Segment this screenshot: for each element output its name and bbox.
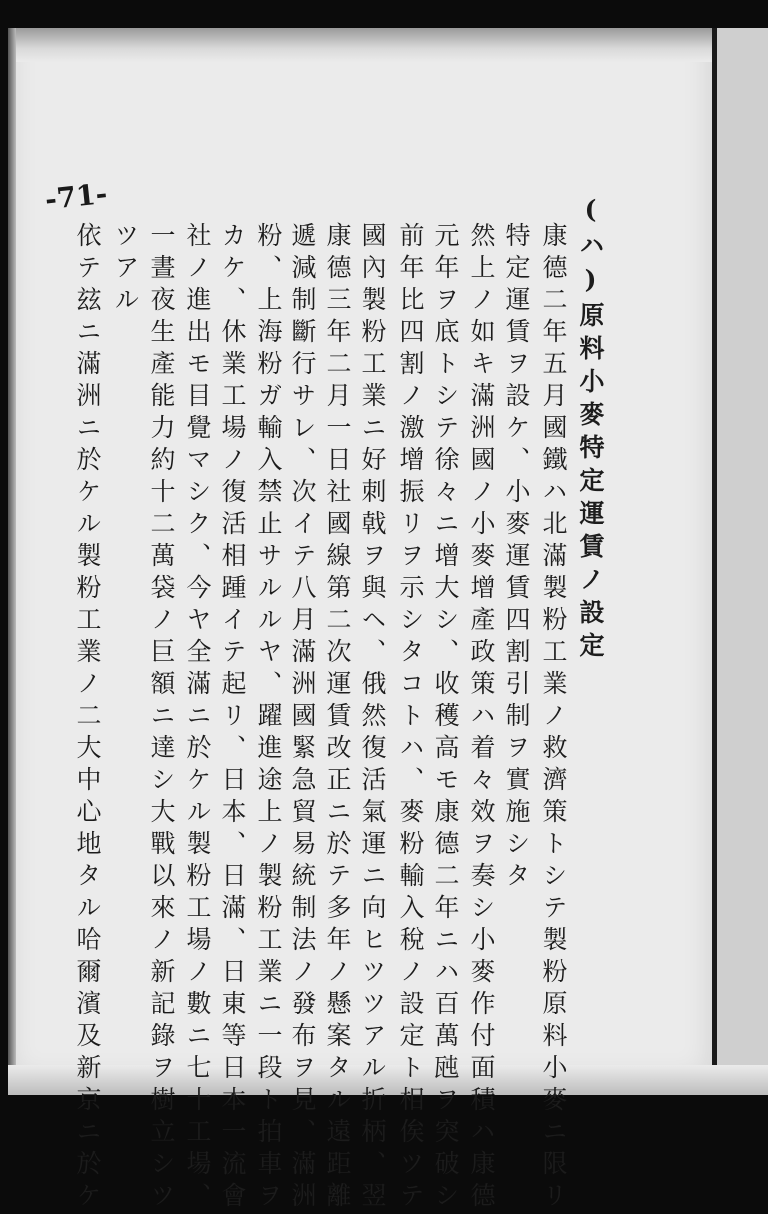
page-left-edge <box>8 28 16 1080</box>
text-column: 然上ノ如キ滿洲國ノ小麥增產政策ハ着々效ヲ奏シ小麥作付面積ハ康德 <box>467 222 496 1214</box>
text-column: 康德二年五月國鐵ハ北滿製粉工業ノ救濟策トシテ製粉原料小麥ニ限リ <box>539 222 568 1214</box>
text-column: 特定運賃ヲ設ケ、小麥運賃四割引制ヲ實施シタ <box>502 222 531 894</box>
text-column: ツアル <box>111 222 140 318</box>
page-top-shadow <box>8 28 712 62</box>
text-column: 遞減制斷行サレ、次イテ八月滿洲國緊急貿易統制法ノ發布ヲ見、滿洲 <box>288 222 317 1214</box>
text-column: 元年ヲ底トシテ徐々ニ增大シ、收穫高モ康德二年ニハ百萬瓲ヲ突破シ <box>431 222 460 1214</box>
text-column: 一晝夜生產能力約十二萬袋ノ巨額ニ達シ大戰以來ノ新記錄ヲ樹立シツ <box>147 222 176 1214</box>
spine-divider <box>712 28 717 1080</box>
text-column: 社ノ進出モ目覺マシク、今ヤ全滿ニ於ケル製粉工場ノ數ニ七十工場、 <box>183 222 212 1214</box>
page-bottom-shadow <box>8 1065 768 1095</box>
text-column: 粉、上海粉ガ輸入禁止サルルヤ、躍進途上ノ製粉工業ニ一段ト拍車ヲ <box>254 222 283 1214</box>
text-column: カケ、休業工場ノ復活相踵イテ起リ、日本、日滿、日東等日本一流會 <box>218 222 247 1214</box>
text-column: 國內製粉工業ニ好刺戟ヲ與ヘ、俄然復活氣運ニ向ヒツツアル折柄、翌 <box>358 222 387 1214</box>
text-column: 康德三年二月一日社國線第二次運賃改正ニ於テ多年ノ懸案タル遠距離 <box>323 222 352 1214</box>
text-column: 依テ玆ニ滿洲ニ於ケル製粉工業ノ二大中心地タル哈爾濱及新京ニ於ケ <box>73 222 102 1214</box>
page-number: -71- <box>43 176 109 217</box>
section-heading: (ハ)原料小麥特定運賃ノ設定 <box>576 195 605 665</box>
text-column: 前年比四割ノ激增振リヲ示シタコトハ、麥粉輸入稅ノ設定ト相俟ツテ <box>396 222 425 1214</box>
book-spine <box>712 28 768 1080</box>
